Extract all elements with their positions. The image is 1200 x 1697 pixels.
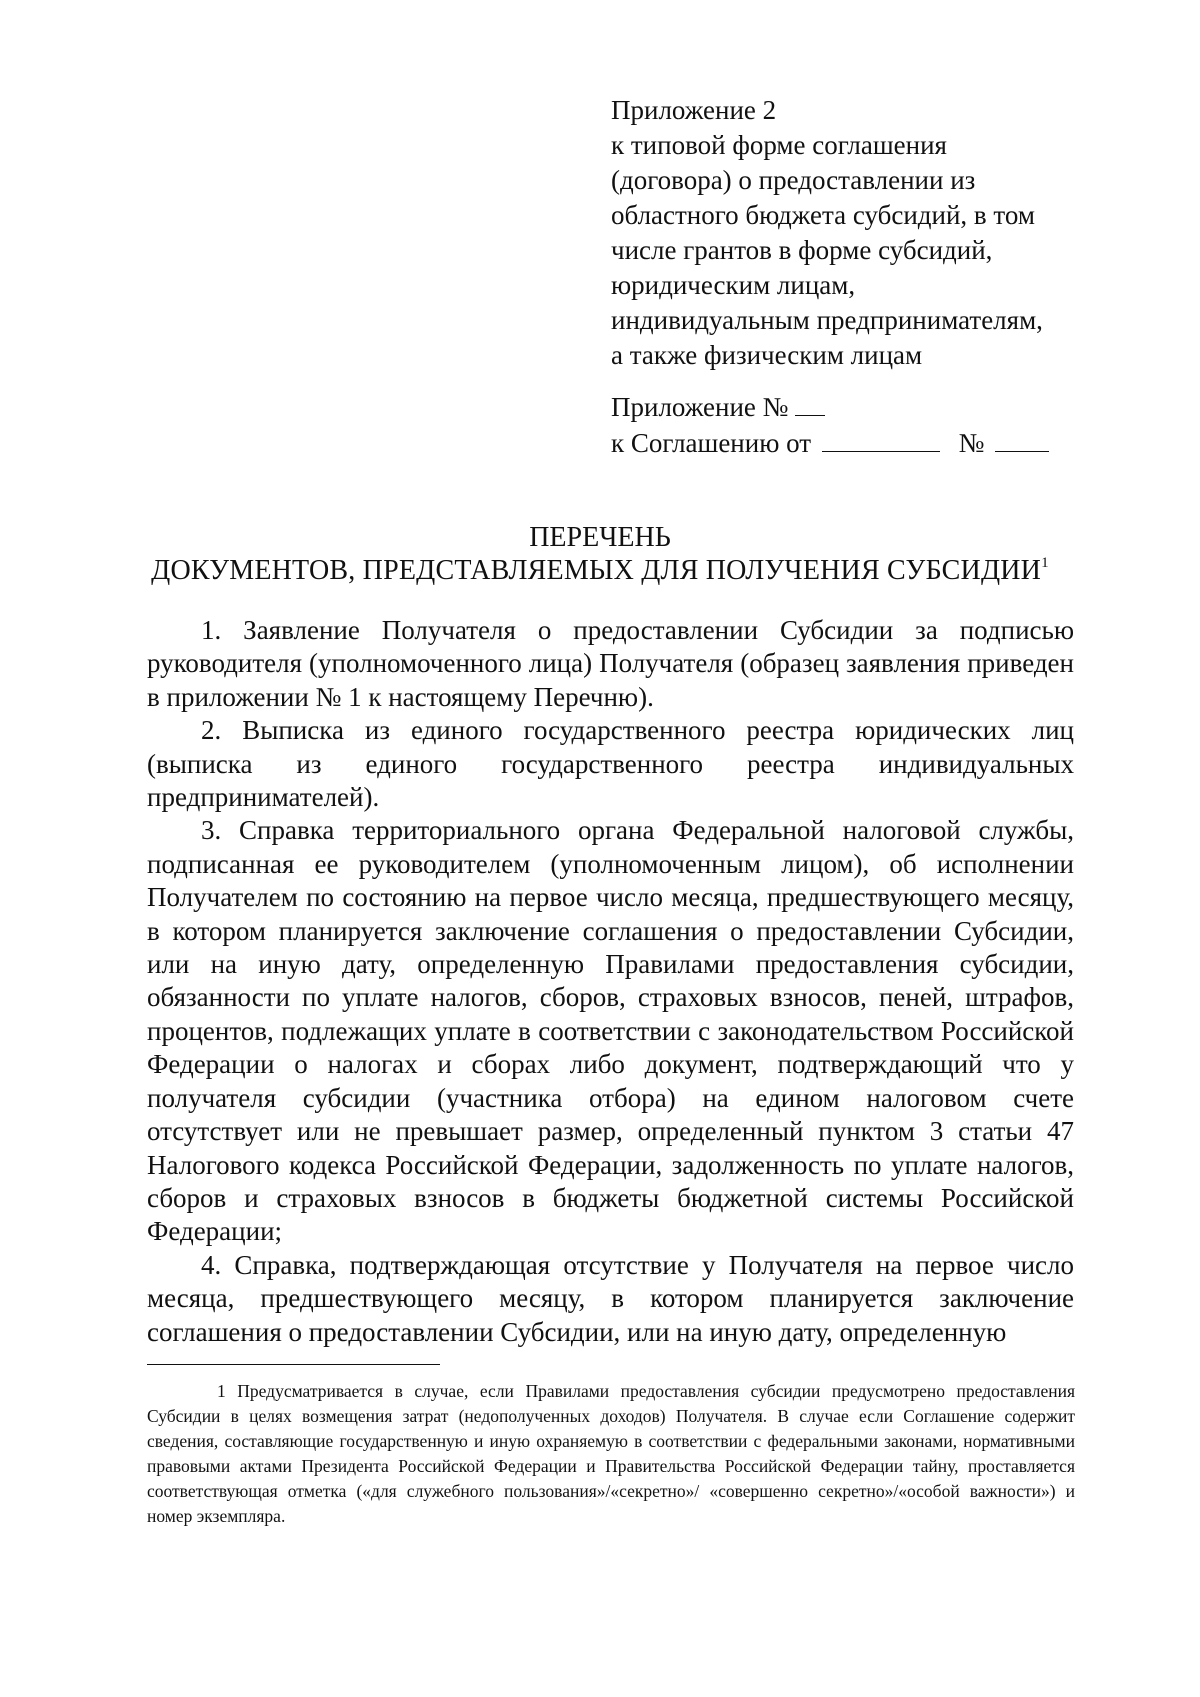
list-item: 4. Справка, подтверждающая отсутствие у Получателя на первое число месяца, предшествующего месяцу, в котором планируется заключение соглашения о предоставлении Субсидии, или на иную дату, определенную <box>147 1249 1074 1347</box>
annex-line: областного бюджета субсидий, в том <box>611 200 1035 230</box>
annex-line: индивидуальным предпринимателям, <box>611 305 1043 335</box>
footnote <box>147 1379 1075 1529</box>
annex-line: к типовой форме соглашения <box>611 130 947 160</box>
agreement-number-blank <box>995 425 1049 452</box>
annex-header <box>611 93 1091 373</box>
annex-line: числе грантов в форме субсидий, <box>611 235 993 265</box>
annex-line: (договора) о предоставлении из <box>611 165 976 195</box>
annex-line: юридическим лицам, <box>611 270 856 300</box>
footnote-separator <box>147 1364 440 1365</box>
document-subtitle <box>0 553 1200 589</box>
documents-list <box>147 614 1074 1349</box>
annex-line: а также физическим лицам <box>611 340 923 370</box>
footnote-text: 1 Предусматривается в случае, если Правилами предоставления субсидии предусмотрено предоставления Субсидии в целях возмещения затрат (недополученных доходов) Получателя. В случае если Соглашение содержит сведения, составляющие государственную и иную охраняемую в соответствии с федеральными законами, нормативными правовыми актами Президента Российской Федерации и Правительства Российской Федерации тайну, проставляется соответствующая отметка («для служебного пользования»/«секретно»/ «совершенно секретно»/«особой важности») и номер экземпляра. <box>147 1381 1075 1526</box>
annex-number-label: Приложение № <box>611 392 789 422</box>
list-item: 1. Заявление Получателя о предоставлении Субсидии за подписью руководителя (уполномоченного лица) Получателя (образец заявления приведен в приложении № 1 к настоящему Перечню). <box>147 615 1074 712</box>
footnote-reference: 1 <box>1041 555 1049 571</box>
agreement-date-label: к Соглашению от <box>611 428 812 458</box>
document-title: ПЕРЕЧЕНЬ <box>529 522 671 553</box>
annex-line: Приложение 2 <box>611 95 777 125</box>
list-item: 3. Справка территориального органа Федеральной налоговой службы, подписанная ее руководителем (уполномоченным лицом), об исполнении Получателем по состоянию на первое число месяца, предшествующего месяцу, в котором планируется заключение соглашения о предоставлении Субсидии, или на иную дату, определенную Правилами предоставления субсидии, обязанности по уплате налогов, сборов, страховых взносов, пеней, штрафов, процентов, подлежащих уплате в соответствии с законодательством Российской Федерации о налогах и сборах либо документ, подтверждающий что у получателя субсидии (участника отбора) на едином налоговом счете отсутствует или не превышает размер, определенный пунктом 3 статьи 47 Налогового кодекса Российской Федерации, задолженность по уплате налогов, сборов и страховых взносов в бюджеты бюджетной системы Российской Федерации; <box>147 815 1074 1247</box>
agreement-number-sign: № <box>958 428 985 458</box>
document-subtitle-text: ДОКУМЕНТОВ, ПРЕДСТАВЛЯЕМЫХ ДЛЯ ПОЛУЧЕНИЯ СУБСИДИИ <box>151 555 1042 586</box>
annex-number-blank <box>795 389 825 416</box>
agreement-reference <box>611 389 1091 461</box>
list-item: 2. Выписка из единого государственного реестра юридических лиц (выписка из единого государственного реестра индивидуальных предпринимателей). <box>147 715 1074 813</box>
agreement-date-blank <box>822 425 940 452</box>
